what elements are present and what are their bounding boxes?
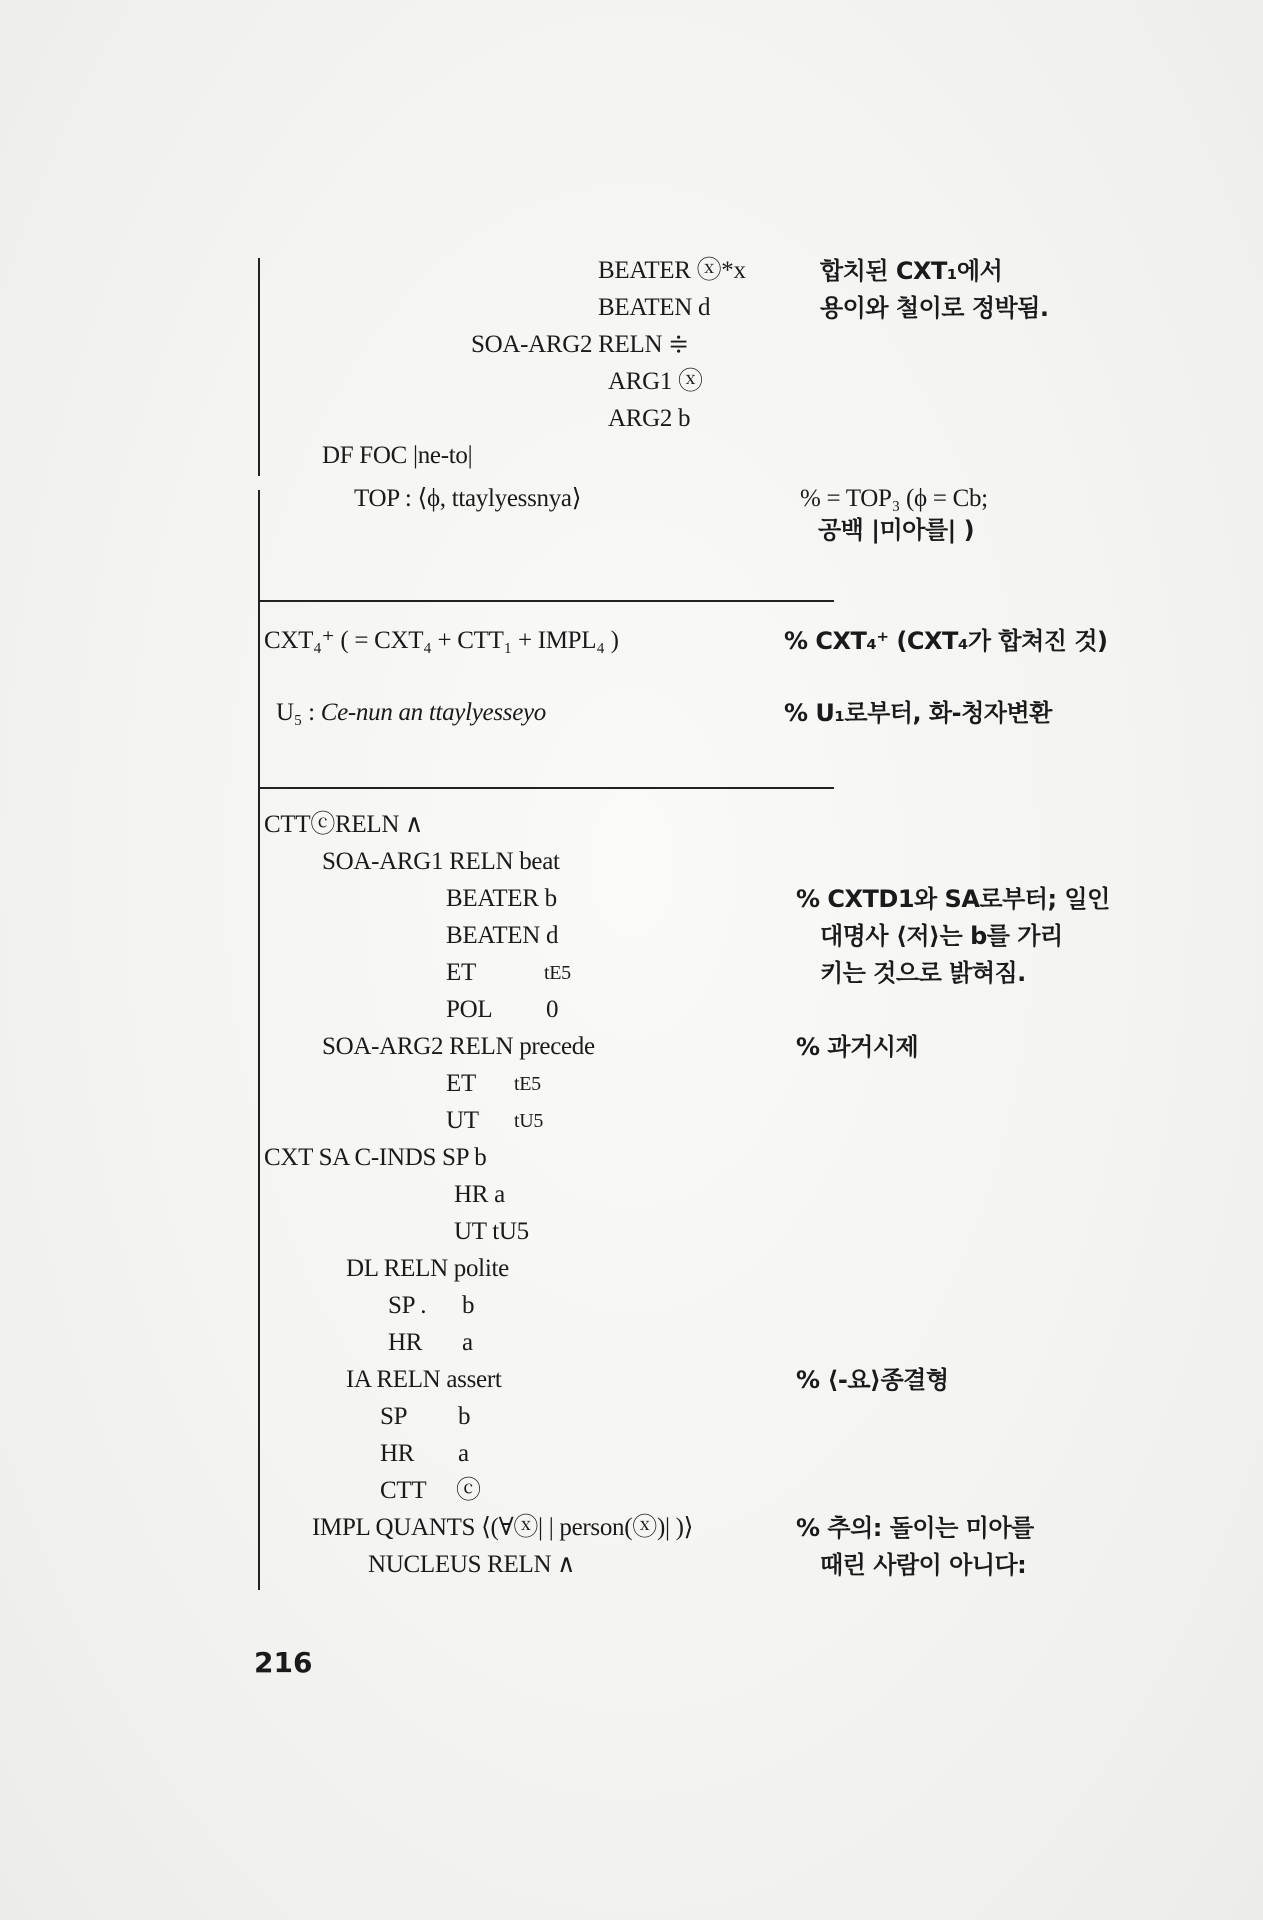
- avm-line: CTTⓒRELN ∧: [264, 811, 424, 838]
- annotation: % U₁로부터, 화-청자변환: [784, 699, 1052, 727]
- annotation: 때린 사람이 아니다:: [820, 1551, 1027, 1579]
- utterance-line: [276, 698, 546, 728]
- avm-line: BEATEN d: [446, 922, 559, 949]
- avm-line: NUCLEUS RELN ∧: [368, 1551, 576, 1578]
- avm-line: a: [462, 1329, 473, 1356]
- annotation: % = TOP₃ (ϕ = Cb;: [800, 485, 988, 512]
- avm-line: HR a: [454, 1181, 505, 1208]
- left-bracket-line-2: [258, 490, 260, 1590]
- annotation: % 과거시제: [796, 1033, 919, 1061]
- annotation: 합치된 CXT₁에서: [820, 257, 1003, 285]
- avm-line: BEATER b: [446, 885, 557, 912]
- annotation: % ⟨-요⟩종결형: [796, 1366, 949, 1394]
- avm-line: ET: [446, 959, 476, 986]
- avm-line: POL: [446, 996, 493, 1023]
- annotation: % CXT₄⁺ (CXT₄가 합쳐진 것): [784, 627, 1108, 655]
- avm-line: tE5: [514, 1073, 541, 1095]
- utterance-text: Ce-nun an ttaylyesseyo: [320, 699, 546, 726]
- annotation: % CXTD1와 SA로부터; 일인: [796, 885, 1110, 913]
- annotation: % 추의: 돌이는 미아를: [796, 1514, 1034, 1542]
- annotation: 공백 |미아를| ): [818, 516, 975, 544]
- avm-line: ET: [446, 1070, 476, 1097]
- avm-line: CXT SA C-INDS SP b: [264, 1144, 487, 1171]
- avm-line: ARG2 b: [608, 405, 691, 432]
- section-divider-1: [258, 600, 834, 602]
- avm-line: IMPL QUANTS ⟨(∀ⓧ| | person(ⓧ)| )⟩: [312, 1514, 694, 1541]
- avm-line: ARG1 ⓧ: [608, 368, 703, 395]
- avm-line: IA RELN assert: [346, 1366, 502, 1393]
- avm-line: ⓒ: [456, 1477, 481, 1504]
- avm-line: TOP : ⟨ϕ, ttaylyessnya⟩: [354, 485, 582, 512]
- avm-line: CXT₄⁺ ( = CXT₄ + CTT₁ + IMPL₄ ): [264, 627, 619, 654]
- avm-line: 0: [546, 996, 559, 1023]
- avm-line: DL RELN polite: [346, 1255, 509, 1282]
- avm-line: SOA-ARG2 RELN precede: [322, 1033, 595, 1060]
- avm-line: tU5: [514, 1110, 544, 1132]
- annotation: 대명사 ⟨저⟩는 b를 가리: [820, 922, 1063, 950]
- avm-line: BEATER ⓧ*x: [598, 257, 746, 284]
- avm-line: b: [462, 1292, 475, 1319]
- section-divider-2: [258, 787, 834, 789]
- utterance-label: U₅ :: [276, 699, 321, 726]
- avm-line: b: [458, 1403, 471, 1430]
- avm-line: tE5: [544, 962, 571, 984]
- avm-line: UT: [446, 1107, 479, 1134]
- avm-line: CTT: [380, 1477, 427, 1504]
- avm-line: SP .: [388, 1292, 427, 1319]
- avm-line: HR: [380, 1440, 415, 1467]
- avm-line: SP: [380, 1403, 408, 1430]
- annotation: 키는 것으로 밝혀짐.: [820, 959, 1026, 987]
- avm-line: SOA-ARG2 RELN ≑: [471, 331, 689, 358]
- avm-line: a: [458, 1440, 469, 1467]
- avm-line: DF FOC |ne-to|: [322, 442, 473, 469]
- left-bracket-line-1: [258, 258, 260, 476]
- annotation: 용이와 철이로 정박됨.: [820, 294, 1049, 322]
- avm-line: BEATEN d: [598, 294, 711, 321]
- avm-line: SOA-ARG1 RELN beat: [322, 848, 560, 875]
- avm-line: HR: [388, 1329, 423, 1356]
- avm-line: UT tU5: [454, 1218, 529, 1245]
- page-number: 216: [254, 1646, 313, 1679]
